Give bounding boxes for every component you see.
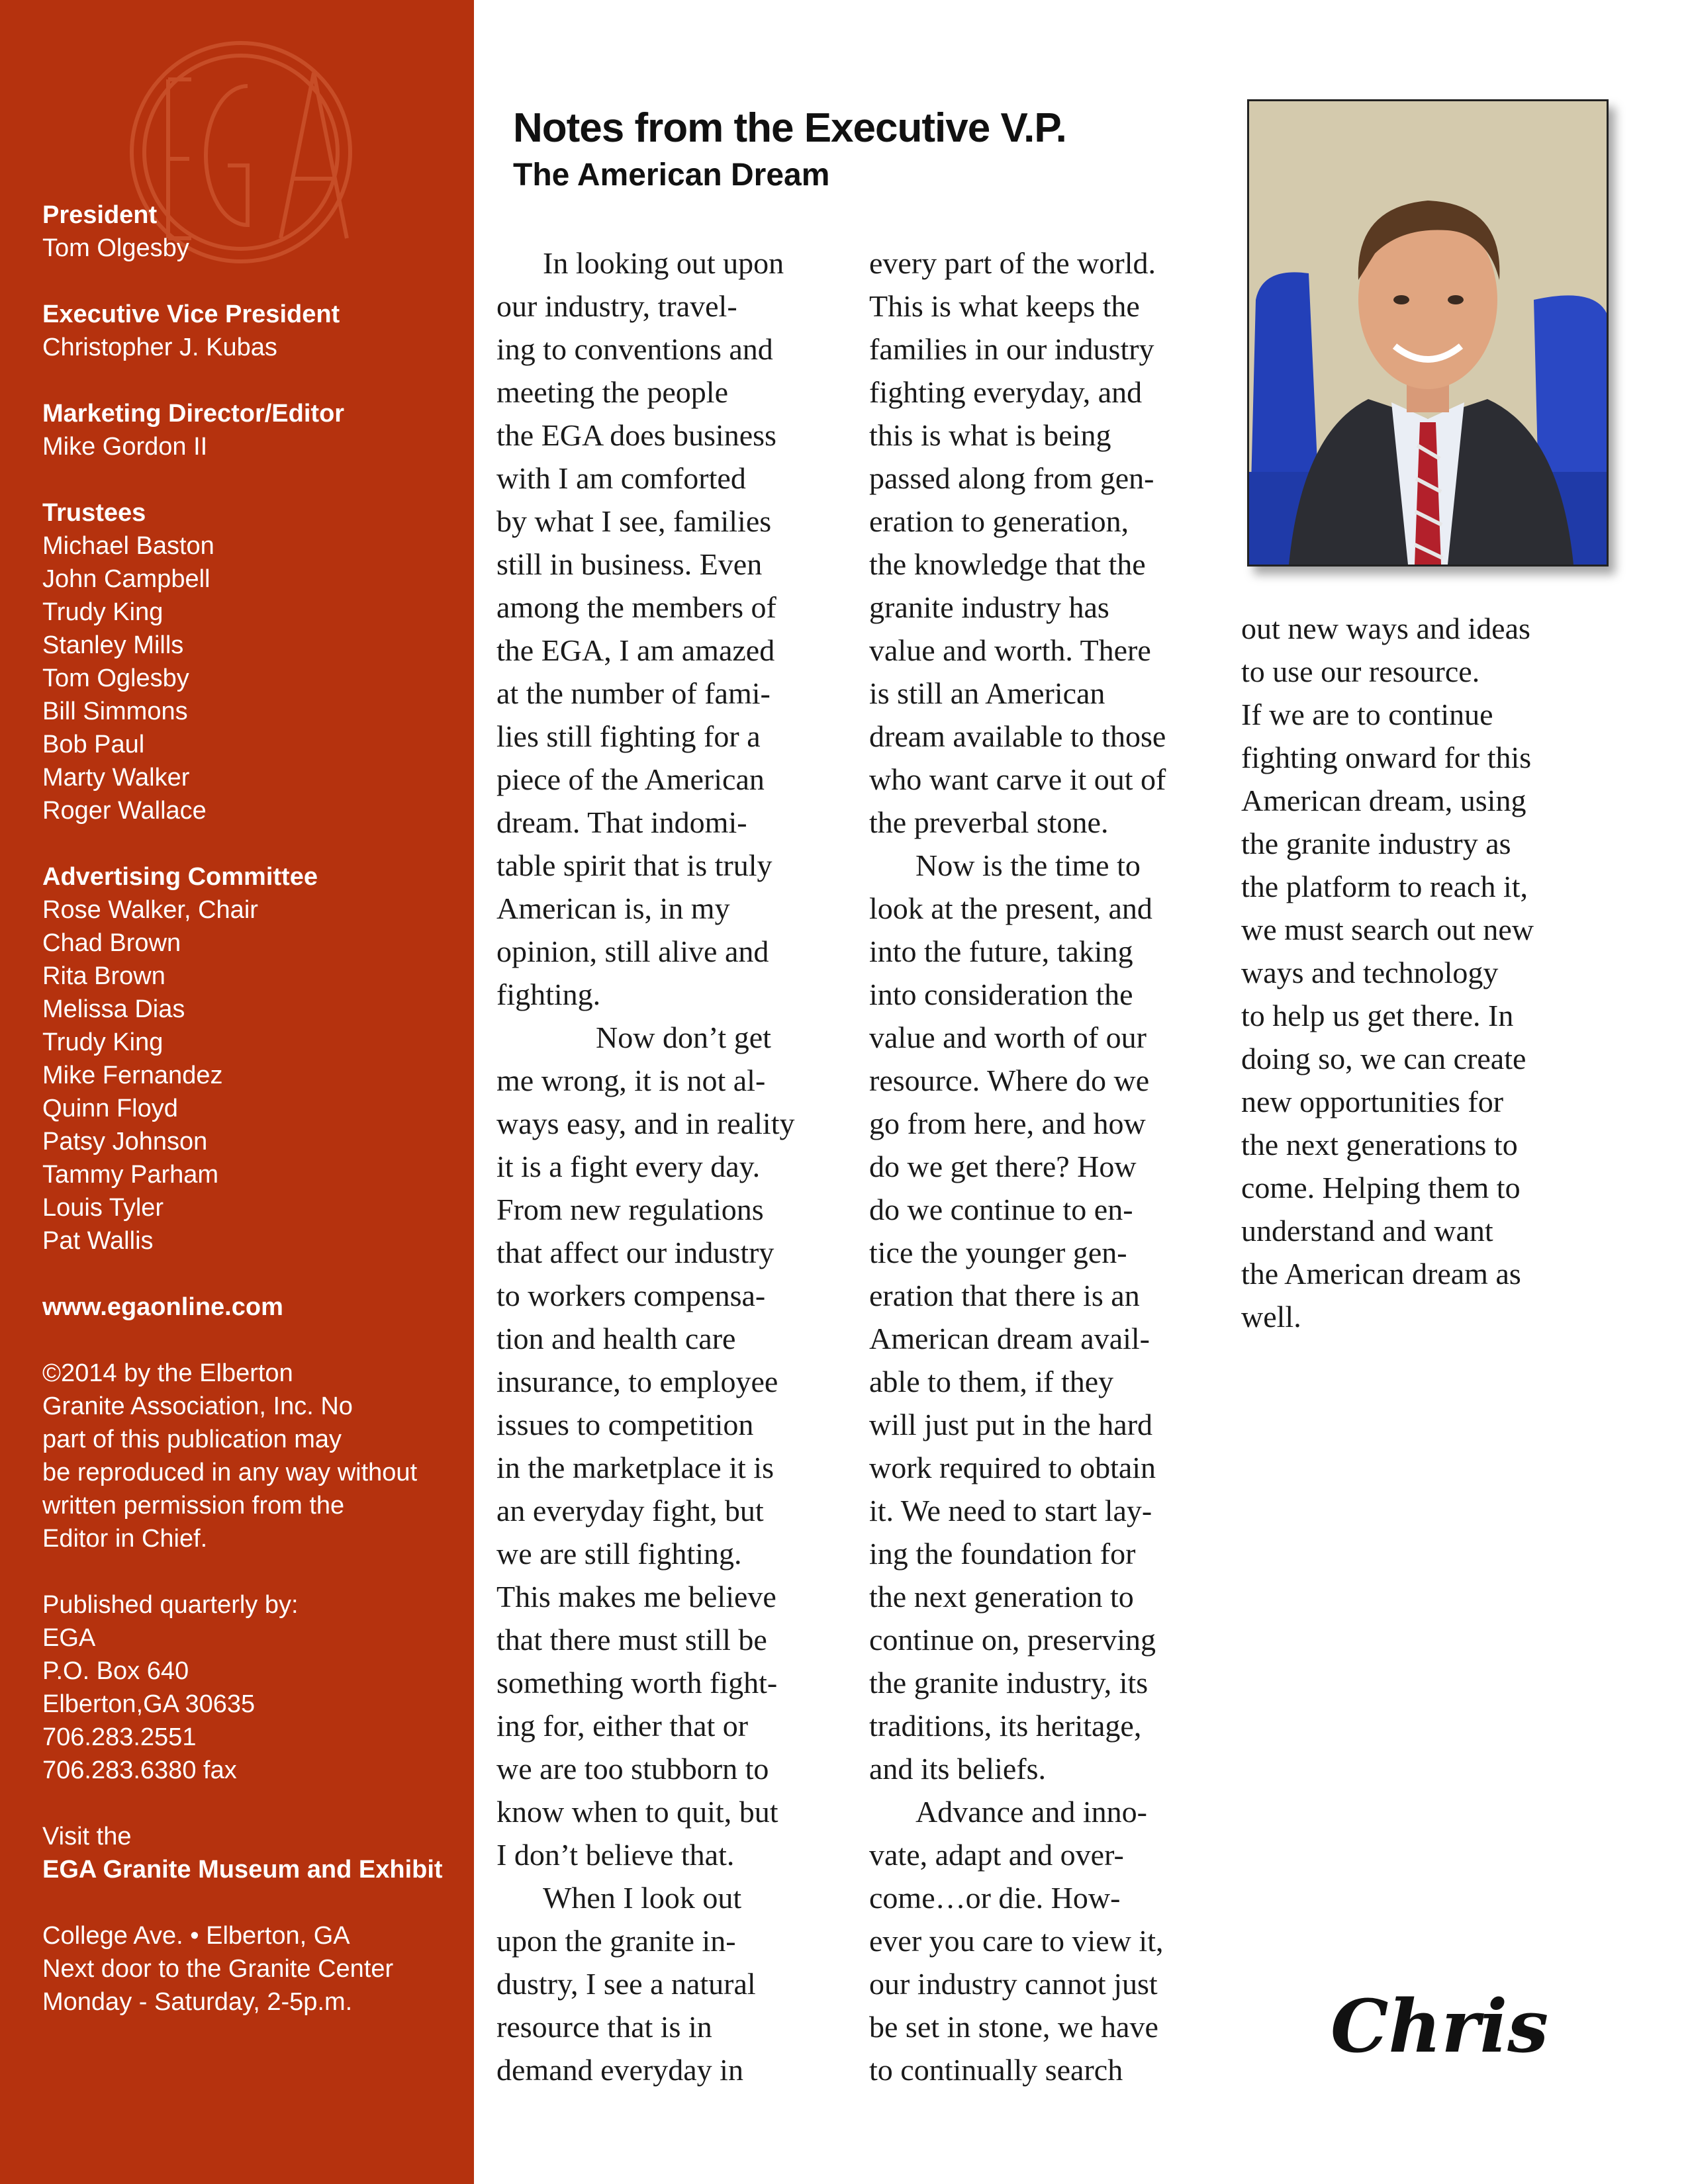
masthead [42, 199, 466, 2052]
article-line: ways easy, and in reality [496, 1107, 795, 1140]
article-line: fighting everyday, and [869, 375, 1143, 409]
article-line: out new ways and ideas [1241, 612, 1530, 645]
article-line: table spirit that is truly [496, 848, 773, 882]
article-line: This makes me believe [496, 1580, 776, 1614]
article-line: passed along from gen- [869, 461, 1154, 495]
staff-name: Tammy Parham [42, 1161, 219, 1189]
staff-name: Mike Gordon II [42, 433, 208, 461]
article-line: me wrong, it is not al- [496, 1064, 766, 1097]
article-line: I don’t believe that. [496, 1838, 735, 1872]
article-line: resource that is in [496, 2010, 712, 2044]
section-heading: Trustees [42, 499, 146, 527]
page-subtitle: The American Dream [513, 158, 830, 193]
staff-name: Trudy King [42, 1028, 164, 1056]
article-line: meeting the people [496, 375, 728, 409]
article-line: that there must still be [496, 1623, 767, 1657]
visit-intro: Visit the [42, 1823, 132, 1850]
article-line: come…or die. How- [869, 1881, 1121, 1915]
article-line: still in business. Even [496, 547, 763, 581]
article-line: every part of the world. [869, 246, 1156, 280]
section-heading: President [42, 201, 158, 229]
article-line: that affect our industry [496, 1236, 774, 1269]
article-line: the granite industry as [1241, 827, 1511, 860]
staff-name: Quinn Floyd [42, 1095, 178, 1122]
article-line: come. Helping them to [1241, 1171, 1521, 1205]
staff-name: Louis Tyler [42, 1194, 164, 1222]
article-line: the American dream as [1241, 1257, 1521, 1291]
article-line: our industry, travel- [496, 289, 737, 323]
section-heading: Advertising Committee [42, 863, 318, 891]
article-line: eration that there is an [869, 1279, 1140, 1312]
article-line: and its beliefs. [869, 1752, 1046, 1786]
publisher-line: 706.283.6380 fax [42, 1756, 237, 1784]
article-line: tion and health care [496, 1322, 736, 1355]
publisher-line: EGA [42, 1624, 96, 1652]
article-line: by what I see, families [496, 504, 772, 538]
article-line: will just put in the hard [869, 1408, 1153, 1441]
article-line: eration to generation, [869, 504, 1129, 538]
article-line: If we are to continue [1241, 698, 1493, 731]
section-heading: Marketing Director/Editor [42, 400, 345, 428]
article-paragraph [1241, 607, 1599, 1338]
article-paragraph [496, 1016, 837, 1876]
staff-name: Melissa Dias [42, 995, 185, 1023]
location-line: Next door to the Granite Center [42, 1955, 394, 1983]
article-line: upon the granite in- [496, 1924, 736, 1958]
article-line: at the number of fami- [496, 676, 771, 710]
article-line: the next generations to [1241, 1128, 1518, 1161]
masthead-trustees [42, 496, 466, 827]
article-line: our industry cannot just [869, 1967, 1158, 2001]
article-line: we are still fighting. [496, 1537, 742, 1570]
article-line: doing so, we can create [1241, 1042, 1526, 1075]
article-line: do we continue to en- [869, 1193, 1133, 1226]
article-line: among the members of [496, 590, 776, 624]
copyright-line: written permission from the [42, 1492, 345, 1520]
article-line: the EGA, I am amazed [496, 633, 775, 667]
museum-name: EGA Granite Museum and Exhibit [42, 1856, 443, 1884]
article-line: to use our resource. [1241, 655, 1480, 688]
article-line: into the future, taking [869, 934, 1133, 968]
signature-text: Chris [1331, 1983, 1549, 2069]
copyright-line: part of this publication may [42, 1426, 342, 1453]
article-line: piece of the American [496, 762, 765, 796]
article-line: American dream, using [1241, 784, 1526, 817]
staff-name: Tom Oglesby [42, 664, 189, 692]
website-link[interactable]: www.egaonline.com [42, 1293, 283, 1321]
copyright-line: Granite Association, Inc. No [42, 1392, 353, 1420]
article-line: to continually search [869, 2053, 1123, 2087]
publisher-info [42, 1588, 466, 1787]
article-paragraph [869, 242, 1223, 844]
copyright-line: ©2014 by the Elberton [42, 1359, 293, 1387]
article-line: this is what is being [869, 418, 1111, 452]
article-line: demand everyday in [496, 2053, 743, 2087]
staff-name: Pat Wallis [42, 1227, 154, 1255]
article-paragraph [869, 844, 1223, 1790]
article-line: the granite industry, its [869, 1666, 1149, 1700]
article-line: opinion, still alive and [496, 934, 769, 968]
masthead-advertising [42, 860, 466, 1257]
staff-name: Patsy Johnson [42, 1128, 208, 1156]
staff-name: Trudy King [42, 598, 164, 626]
article-line: understand and want [1241, 1214, 1493, 1248]
staff-name: Mike Fernandez [42, 1062, 223, 1089]
author-photo [1247, 99, 1609, 567]
staff-name: Christopher J. Kubas [42, 334, 277, 361]
article-line: Advance and inno- [915, 1795, 1147, 1829]
staff-name: Stanley Mills [42, 631, 184, 659]
location-line: College Ave. • Elberton, GA [42, 1922, 350, 1950]
article-line: work required to obtain [869, 1451, 1156, 1484]
staff-name: Michael Baston [42, 532, 214, 560]
article-column-3 [1241, 607, 1599, 1338]
article-line: issues to competition [496, 1408, 754, 1441]
article-line: new opportunities for [1241, 1085, 1504, 1118]
staff-name: Bob Paul [42, 731, 145, 758]
article-line: vate, adapt and over- [869, 1838, 1124, 1872]
publisher-line: Published quarterly by: [42, 1591, 299, 1619]
article-line: ing the foundation for [869, 1537, 1136, 1570]
museum-location [42, 1919, 466, 2019]
article-line: into consideration the [869, 978, 1133, 1011]
signature [1324, 1979, 1549, 2078]
article-line: with I am comforted [496, 461, 746, 495]
article-line: Now is the time to [915, 848, 1141, 882]
publisher-line: 706.283.2551 [42, 1723, 197, 1751]
staff-name: Rose Walker, Chair [42, 896, 258, 924]
article-line: the knowledge that the [869, 547, 1146, 581]
website-section [42, 1291, 466, 1324]
staff-name: Bill Simmons [42, 698, 188, 725]
article-line: ing to conventions and [496, 332, 773, 366]
article-line: American is, in my [496, 891, 730, 925]
article-line: to workers compensa- [496, 1279, 766, 1312]
article-line: fighting onward for this [1241, 741, 1532, 774]
publisher-line: Elberton,GA 30635 [42, 1690, 256, 1718]
article-column-1 [496, 242, 837, 2091]
article-line: know when to quit, but [496, 1795, 778, 1829]
article-line: it. We need to start lay- [869, 1494, 1152, 1527]
article-line: do we get there? How [869, 1150, 1137, 1183]
staff-name: Tom Olgesby [42, 234, 189, 262]
article-line: the next generation to [869, 1580, 1134, 1614]
article-line: From new regulations [496, 1193, 764, 1226]
copyright-line: Editor in Chief. [42, 1525, 208, 1553]
article-line: something worth fight- [496, 1666, 778, 1700]
article-line: American dream avail- [869, 1322, 1150, 1355]
article-line: the EGA does business [496, 418, 776, 452]
article-line: traditions, its heritage, [869, 1709, 1142, 1743]
section-heading: Executive Vice President [42, 300, 340, 328]
article-line: ever you care to view it, [869, 1924, 1164, 1958]
article-paragraph [496, 1876, 837, 2091]
article-line: able to them, if they [869, 1365, 1114, 1398]
copyright-line: be reproduced in any way without [42, 1459, 418, 1486]
article-line: who want carve it out of [869, 762, 1166, 796]
staff-name: John Campbell [42, 565, 211, 593]
staff-name: Marty Walker [42, 764, 190, 792]
article-line: the preverbal stone. [869, 805, 1109, 839]
article-line: dream available to those [869, 719, 1166, 753]
article-line: lies still fighting for a [496, 719, 761, 753]
article-line: well. [1241, 1300, 1301, 1334]
article-line: in the marketplace it is [496, 1451, 774, 1484]
article-line: resource. Where do we [869, 1064, 1150, 1097]
article-line: dream. That indomi- [496, 805, 747, 839]
article-line: granite industry has [869, 590, 1109, 624]
staff-name: Roger Wallace [42, 797, 207, 825]
article-line: insurance, to employee [496, 1365, 778, 1398]
article-line: When I look out [543, 1881, 742, 1915]
masthead-president [42, 199, 466, 265]
article-line: ways and technology [1241, 956, 1499, 989]
article-line: continue on, preserving [869, 1623, 1156, 1657]
article-line: be set in stone, we have [869, 2010, 1158, 2044]
article-line: look at the present, and [869, 891, 1152, 925]
article-column-2 [869, 242, 1223, 2091]
article-line: it is a fight every day. [496, 1150, 761, 1183]
article-line: go from here, and how [869, 1107, 1146, 1140]
article-line: to help us get there. In [1241, 999, 1514, 1032]
article-line: In looking out upon [543, 246, 784, 280]
copyright-notice [42, 1357, 466, 1555]
staff-name: Chad Brown [42, 929, 181, 957]
article-line: we must search out new [1241, 913, 1534, 946]
article-line: families in our industry [869, 332, 1154, 366]
article-line: ing for, either that or [496, 1709, 749, 1743]
sidebar [0, 0, 474, 2184]
location-line: Monday - Saturday, 2-5p.m. [42, 1988, 353, 2016]
article-line: tice the younger gen- [869, 1236, 1127, 1269]
article-line: we are too stubborn to [496, 1752, 769, 1786]
article-line: an everyday fight, but [496, 1494, 764, 1527]
museum-promo [42, 1820, 466, 1886]
article-line: value and worth of our [869, 1021, 1147, 1054]
publisher-line: P.O. Box 640 [42, 1657, 189, 1685]
article-line: is still an American [869, 676, 1105, 710]
article-line: This is what keeps the [869, 289, 1140, 323]
page-title: Notes from the Executive V.P. [513, 105, 1066, 151]
article-paragraph [496, 242, 837, 1016]
masthead-evp [42, 298, 466, 364]
staff-name: Rita Brown [42, 962, 165, 990]
article-line: value and worth. There [869, 633, 1151, 667]
article-paragraph [869, 1790, 1223, 2091]
masthead-editor [42, 397, 466, 463]
article-line: the platform to reach it, [1241, 870, 1528, 903]
article-line: Now don’t get [596, 1021, 771, 1054]
article-line: fighting. [496, 978, 601, 1011]
article-line: dustry, I see a natural [496, 1967, 756, 2001]
